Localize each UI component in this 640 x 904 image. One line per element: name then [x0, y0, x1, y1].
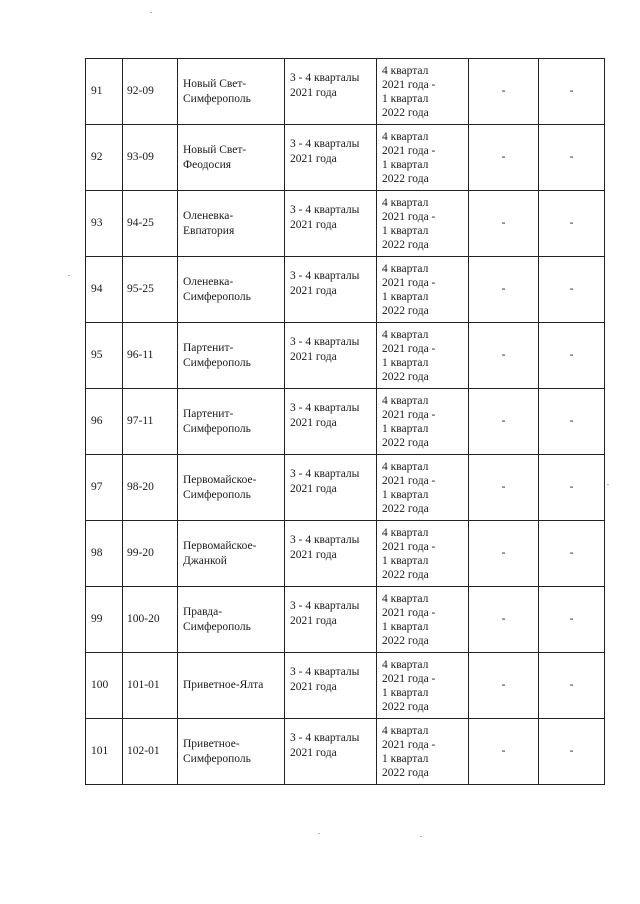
- period-text: 3 - 4 кварталы 2021 года: [290, 270, 360, 297]
- dash-cell: -: [469, 719, 539, 785]
- route-code-cell: 96-11: [123, 323, 178, 389]
- row-number-cell: 93: [86, 191, 123, 257]
- dash-cell: -: [539, 587, 605, 653]
- table-row: [86, 389, 605, 455]
- table-row: [86, 521, 605, 587]
- period-cell: [285, 323, 377, 389]
- row-number-cell: 91: [86, 59, 123, 125]
- route-code-cell: 98-20: [123, 455, 178, 521]
- dash-cell: -: [539, 653, 605, 719]
- routes-table: [85, 58, 605, 785]
- route-name-cell: Первомайское- Джанкой: [178, 521, 285, 587]
- scan-speck: [318, 833, 320, 834]
- period-cell: [285, 719, 377, 785]
- period-text: 3 - 4 кварталы 2021 года: [290, 600, 360, 627]
- dash-cell: -: [469, 257, 539, 323]
- route-code-cell: 101-01: [123, 653, 178, 719]
- route-code-cell: 93-09: [123, 125, 178, 191]
- table-row: [86, 257, 605, 323]
- row-number-cell: 98: [86, 521, 123, 587]
- row-number-cell: 95: [86, 323, 123, 389]
- row-number-cell: 92: [86, 125, 123, 191]
- term-cell: 4 квартал 2021 года - 1 квартал 2022 года: [377, 653, 469, 719]
- period-text: 3 - 4 кварталы 2021 года: [290, 534, 360, 561]
- term-cell: 4 квартал 2021 года - 1 квартал 2022 года: [377, 59, 469, 125]
- dash-cell: -: [539, 59, 605, 125]
- term-cell: 4 квартал 2021 года - 1 квартал 2022 года: [377, 323, 469, 389]
- period-cell: [285, 389, 377, 455]
- term-cell: 4 квартал 2021 года - 1 квартал 2022 года: [377, 125, 469, 191]
- period-cell: [285, 455, 377, 521]
- route-name-cell: Оленевка- Симферополь: [178, 257, 285, 323]
- table-row: [86, 587, 605, 653]
- dash-cell: -: [469, 125, 539, 191]
- route-code-cell: 94-25: [123, 191, 178, 257]
- term-cell: 4 квартал 2021 года - 1 квартал 2022 года: [377, 521, 469, 587]
- period-text: 3 - 4 кварталы 2021 года: [290, 336, 360, 363]
- table-row: [86, 59, 605, 125]
- route-code-cell: 95-25: [123, 257, 178, 323]
- row-number-cell: 99: [86, 587, 123, 653]
- period-cell: [285, 521, 377, 587]
- row-number-cell: 100: [86, 653, 123, 719]
- route-name-cell: Правда- Симферополь: [178, 587, 285, 653]
- row-number-cell: 97: [86, 455, 123, 521]
- table-row: [86, 653, 605, 719]
- period-cell: [285, 191, 377, 257]
- period-text: 3 - 4 кварталы 2021 года: [290, 468, 360, 495]
- route-name-cell: Новый Свет- Феодосия: [178, 125, 285, 191]
- dash-cell: -: [469, 587, 539, 653]
- dash-cell: -: [539, 323, 605, 389]
- route-code-cell: 100-20: [123, 587, 178, 653]
- term-cell: 4 квартал 2021 года - 1 квартал 2022 года: [377, 257, 469, 323]
- dash-cell: -: [469, 59, 539, 125]
- scan-speck: [150, 12, 152, 13]
- route-code-cell: 97-11: [123, 389, 178, 455]
- row-number-cell: 96: [86, 389, 123, 455]
- table-row: [86, 719, 605, 785]
- route-name-cell: Первомайское- Симферополь: [178, 455, 285, 521]
- route-name-cell: Приветное- Симферополь: [178, 719, 285, 785]
- dash-cell: -: [469, 191, 539, 257]
- dash-cell: -: [469, 455, 539, 521]
- dash-cell: -: [539, 125, 605, 191]
- term-cell: 4 квартал 2021 года - 1 квартал 2022 года: [377, 719, 469, 785]
- route-code-cell: 99-20: [123, 521, 178, 587]
- route-name-cell: Оленевка- Евпатория: [178, 191, 285, 257]
- dash-cell: -: [539, 521, 605, 587]
- route-code-cell: 92-09: [123, 59, 178, 125]
- table-row: [86, 191, 605, 257]
- period-cell: [285, 257, 377, 323]
- table-row: [86, 323, 605, 389]
- term-cell: 4 квартал 2021 года - 1 квартал 2022 года: [377, 587, 469, 653]
- term-cell: 4 квартал 2021 года - 1 квартал 2022 года: [377, 455, 469, 521]
- dash-cell: -: [539, 257, 605, 323]
- dash-cell: -: [469, 521, 539, 587]
- period-cell: [285, 59, 377, 125]
- row-number-cell: 94: [86, 257, 123, 323]
- period-text: 3 - 4 кварталы 2021 года: [290, 732, 360, 759]
- route-code-cell: 102-01: [123, 719, 178, 785]
- period-text: 3 - 4 кварталы 2021 года: [290, 138, 360, 165]
- period-cell: [285, 125, 377, 191]
- table-row: [86, 455, 605, 521]
- term-cell: 4 квартал 2021 года - 1 квартал 2022 года: [377, 191, 469, 257]
- dash-cell: -: [539, 455, 605, 521]
- period-text: 3 - 4 кварталы 2021 года: [290, 72, 360, 99]
- route-name-cell: Новый Свет- Симферополь: [178, 59, 285, 125]
- dash-cell: -: [539, 719, 605, 785]
- term-cell: 4 квартал 2021 года - 1 квартал 2022 года: [377, 389, 469, 455]
- dash-cell: -: [469, 389, 539, 455]
- period-text: 3 - 4 кварталы 2021 года: [290, 402, 360, 429]
- table-body: [86, 59, 605, 785]
- scan-speck: [607, 484, 609, 485]
- period-text: 3 - 4 кварталы 2021 года: [290, 666, 360, 693]
- route-name-cell: Партенит- Симферополь: [178, 389, 285, 455]
- dash-cell: -: [539, 389, 605, 455]
- row-number-cell: 101: [86, 719, 123, 785]
- dash-cell: -: [469, 653, 539, 719]
- dash-cell: -: [469, 323, 539, 389]
- period-text: 3 - 4 кварталы 2021 года: [290, 204, 360, 231]
- scan-speck: [420, 836, 422, 837]
- period-cell: [285, 653, 377, 719]
- period-cell: [285, 587, 377, 653]
- dash-cell: -: [539, 191, 605, 257]
- route-name-cell: Партенит- Симферополь: [178, 323, 285, 389]
- table-row: [86, 125, 605, 191]
- scan-speck: [68, 275, 70, 276]
- route-name-cell: Приветное-Ялта: [178, 653, 285, 719]
